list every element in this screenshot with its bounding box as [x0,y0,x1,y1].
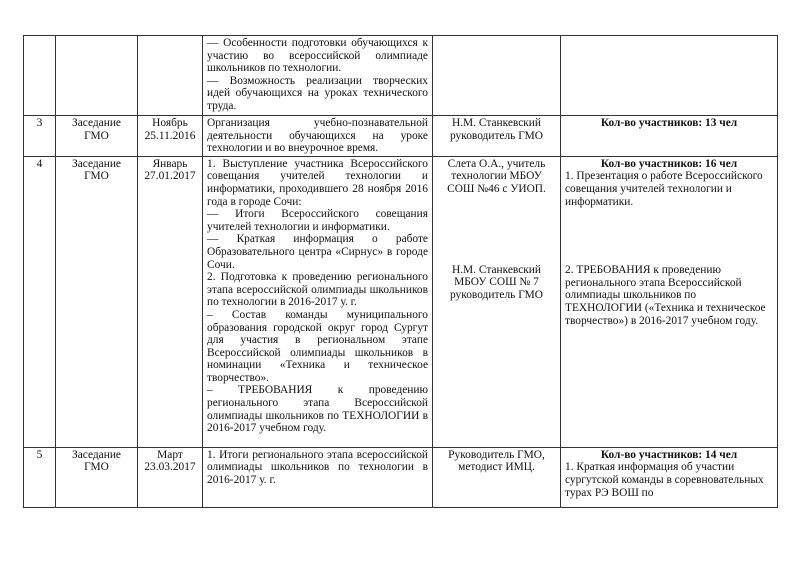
table-row [24,156,778,447]
cell-responsible [433,36,561,116]
date-month: Март [157,448,183,461]
cell-content [203,36,433,116]
content-item: — Итоги Всероссийского совещания учителей технологии и информатики. [207,208,428,233]
responsible-item: Н.М. Станкевский МБОУ СОШ № 7 руководитель ГМО [450,263,543,301]
cell-date [138,36,203,116]
cell-event: Заседание ГМО [56,116,138,157]
cell-result [561,116,778,157]
content-item: — Особенности подготовки обучающихся к участию во всероссийской олимпиаде школьников по технологии. [207,37,428,75]
responsible-item: Слета О.А., учитель технологии МБОУ СОШ №46 с УИОП. [447,157,546,195]
content-item: 2. Подготовка к проведению регионального этапа всероссийской олимпиады школьников по технологии в 2016-2017 у. г. [207,271,428,309]
result-item: 1. Краткая информация об участии сургутской команды в соревновательных турах РЭ ВОШ по [565,461,764,499]
content-item: – Состав команды муниципального образования городской округ город Сургут для участия в региональном этапе Всероссийской олимпиады школьников в номинации «Техника и техническое творчество». [207,308,428,384]
table-row [24,116,778,157]
date-value: 27.01.2017 [144,170,196,183]
cell-event [56,36,138,116]
cell-content [203,156,433,447]
participants-count: Кол-во участников: 13 чел [600,117,738,129]
cell-event: Заседание ГМО [56,156,138,447]
cell-event: Заседание ГМО [56,447,138,507]
content-item: 1. Выступление участника Всероссийского совещания учителей технологии и информатики, проходившего 28 ноября 2016 года в городе Сочи: [207,157,428,208]
cell-date [138,156,203,447]
cell-num: 3 [24,116,56,157]
content-item: — Возможность реализации творческих идей обучающихся на уроках технического труда. [207,74,428,112]
date-month: Январь [152,157,188,170]
table-row [24,447,778,507]
table-row [24,36,778,116]
cell-num: 4 [24,156,56,447]
participants-count: Кол-во участников: 14 чел [600,448,738,461]
cell-responsible: Руководитель ГМО, методист ИМЦ. [433,447,561,507]
content-item: 1. Итоги регионального этапа всероссийской олимпиады школьников по технологии в 2016-2017 у. г. [207,448,428,486]
content-item: — Краткая информация о работе Образовательного центра «Сирнус» в городе Сочи. [207,233,428,271]
participants-count: Кол-во участников: 16 чел [600,157,738,170]
cell-result [561,156,778,447]
date-month: Ноябрь [152,117,188,129]
cell-responsible [433,156,561,447]
content-item: Организация учебно-познавательной деятельности обучающихся на уроке технологии и во внеурочное время. [207,117,428,155]
result-item: 2. ТРЕБОВАНИЯ к проведению регионального этапа Всероссийской олимпиады школьников по ТЕХНОЛОГИИ («Техника и техническое творчество») в 2016-2017 учебном году. [565,264,766,327]
cell-content [203,447,433,507]
cell-num: 5 [24,447,56,507]
cell-content [203,116,433,157]
result-item: 1. Презентация о работе Всероссийского совещания учителей технологии и информатики. [565,170,763,208]
date-value: 23.03.2017 [144,461,196,474]
cell-result [561,36,778,116]
cell-num [24,36,56,116]
cell-date [138,447,203,507]
cell-responsible: Н.М. Станкевский руководитель ГМО [433,116,561,157]
content-item: – ТРЕБОВАНИЯ к проведению регионального этапа Всероссийской олимпиады школьников по ТЕХНОЛОГИИ в 2016-2017 учебном году. [207,384,428,435]
cell-result [561,447,778,507]
cell-date [138,116,203,157]
date-value: 25.11.2016 [144,129,196,142]
events-table [23,35,778,508]
